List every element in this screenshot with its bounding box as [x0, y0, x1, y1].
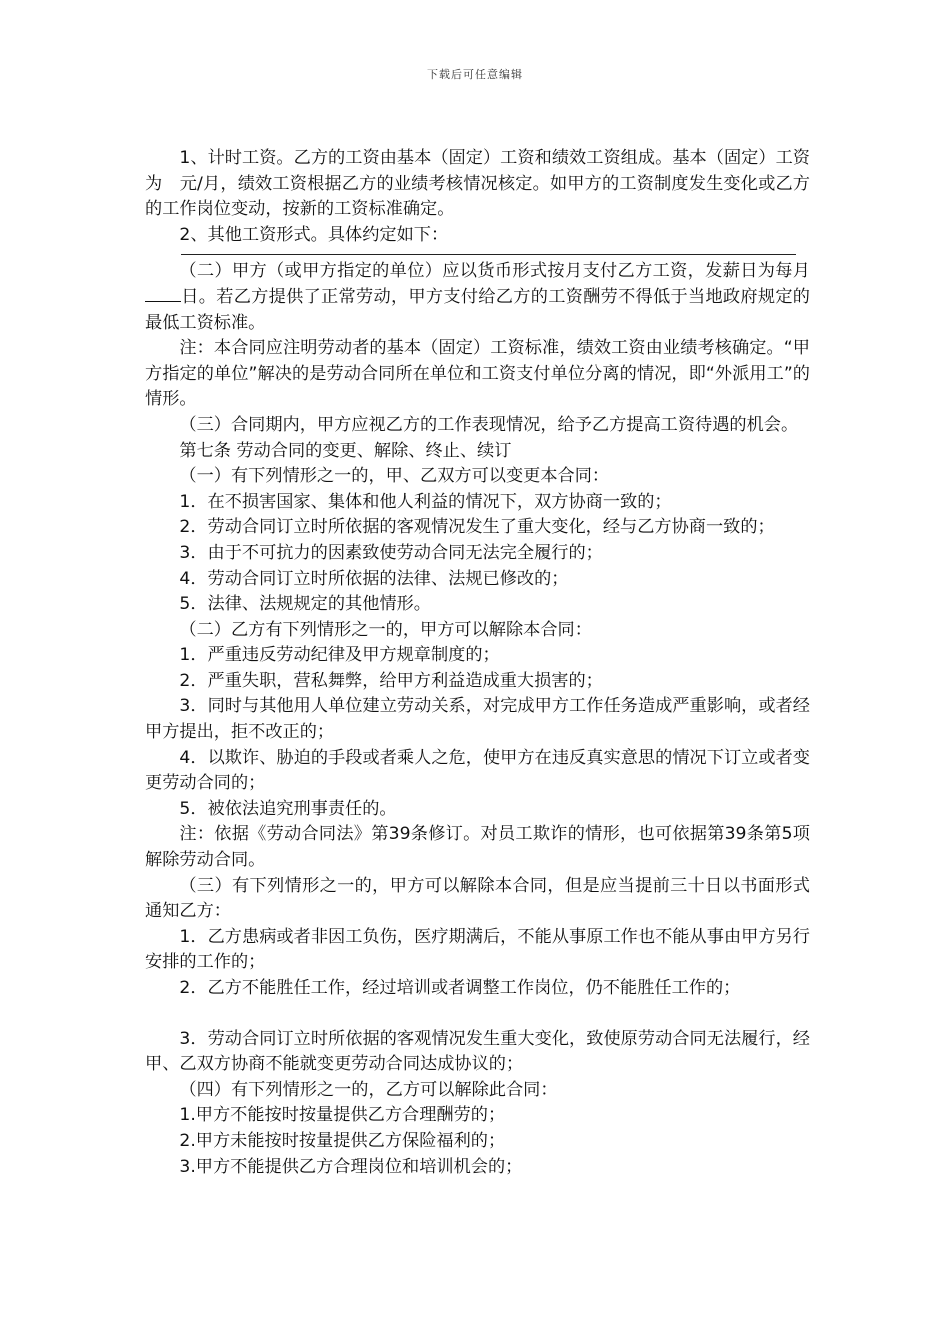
list-item: 3．同时与其他用人单位建立劳动关系，对完成甲方工作任务造成严重影响，或者经甲方提出，拒不改正的；	[145, 696, 810, 743]
spacer	[145, 1002, 810, 1027]
list-item: 2．劳动合同订立时所依据的客观情况发生了重大变化，经与乙方协商一致的；	[179, 517, 775, 538]
list-item: 3．由于不可抗力的因素致使劳动合同无法完全履行的；	[179, 542, 603, 563]
list-item: 2．严重失职，营私舞弊，给甲方利益造成重大损害的；	[179, 670, 603, 691]
paragraph-termination-by-employee: （四）有下列情形之一的，乙方可以解除此合同：	[179, 1079, 558, 1100]
list-item: 5．被依法追究刑事责任的。	[179, 798, 397, 819]
list-item: 2.甲方未能按时按量提供乙方保险福利的；	[179, 1130, 506, 1151]
list-item: 5．法律、法规规定的其他情形。	[179, 594, 431, 615]
list-item: 4．以欺诈、胁迫的手段或者乘人之危，使甲方在违反真实意思的情况下订立或者变更劳动合同的；	[145, 747, 810, 794]
payment-text-a: （二）甲方（或甲方指定的单位）应以货币形式按月支付乙方工资，发薪日为每月	[179, 261, 810, 282]
list-item: 1．严重违反劳动纪律及甲方规章制度的；	[179, 645, 500, 666]
list-item: 1.甲方不能按时按量提供乙方合理酬劳的；	[179, 1105, 506, 1126]
list-item: 4．劳动合同订立时所依据的法律、法规已修改的；	[179, 568, 569, 589]
page-header-note: 下载后可任意编辑	[427, 68, 523, 81]
paragraph-note-article-39: 注：依据《劳动合同法》第39条修订。对员工欺诈的情形，也可依据第39条第5项解除劳动合同。	[145, 824, 810, 871]
list-item: 1．在不损害国家、集体和他人利益的情况下，双方协商一致的；	[179, 491, 672, 512]
article-seven-heading: 第七条 劳动合同的变更、解除、终止、续订	[179, 440, 512, 461]
paragraph-raise: （三）合同期内，甲方应视乙方的工作表现情况，给予乙方提高工资待遇的机会。	[179, 414, 799, 435]
list-item: 3.甲方不能提供乙方合理岗位和培训机会的；	[179, 1156, 523, 1177]
paragraph-payment	[145, 259, 810, 336]
document-body	[145, 146, 810, 1180]
list-item: 2．乙方不能胜任工作，经过培训或者调整工作岗位，仍不能胜任工作的；	[179, 978, 741, 998]
list-item: 3．劳动合同订立时所依据的客观情况发生重大变化，致使原劳动合同无法履行，经甲、乙双方协商不能就变更劳动合同达成协议的；	[145, 1028, 810, 1075]
paragraph-termination-by-employer: （二）乙方有下列情形之一的，甲方可以解除本合同：	[179, 619, 592, 640]
list-item: 1．乙方患病或者非因工负伤，医疗期满后，不能从事原工作也不能从事由甲方另行安排的工作的；	[145, 926, 810, 973]
paragraph-change-conditions: （一）有下列情形之一的，甲、乙双方可以变更本合同：	[179, 466, 610, 487]
paragraph-note-wage: 注：本合同应注明劳动者的基本（固定）工资标准，绩效工资由业绩考核确定。“甲方指定的单位”解决的是劳动合同所在单位和工资支付单位分离的情况，即“外派用工”的情形。	[145, 338, 810, 410]
payment-text-b: 日。若乙方提供了正常劳动，甲方支付给乙方的工资酬劳不得低于当地政府规定的最低工资标准。	[145, 286, 810, 333]
payday-blank	[145, 285, 181, 302]
paragraph-hourly-wage: 1、计时工资。乙方的工资由基本（固定）工资和绩效工资组成。基本（固定）工资为 元/月，绩效工资根据乙方的业绩考核情况核定。如甲方的工资制度发生变化或乙方的工作岗位变动，按新的工资标准确定。	[145, 148, 810, 220]
paragraph-termination-with-notice: （三）有下列情形之一的，甲方可以解除本合同，但是应当提前三十日以书面形式通知乙方：	[145, 875, 810, 922]
fill-in-blank-line	[181, 254, 796, 255]
paragraph-other-wage: 2、其他工资形式。具体约定如下：	[179, 224, 449, 245]
